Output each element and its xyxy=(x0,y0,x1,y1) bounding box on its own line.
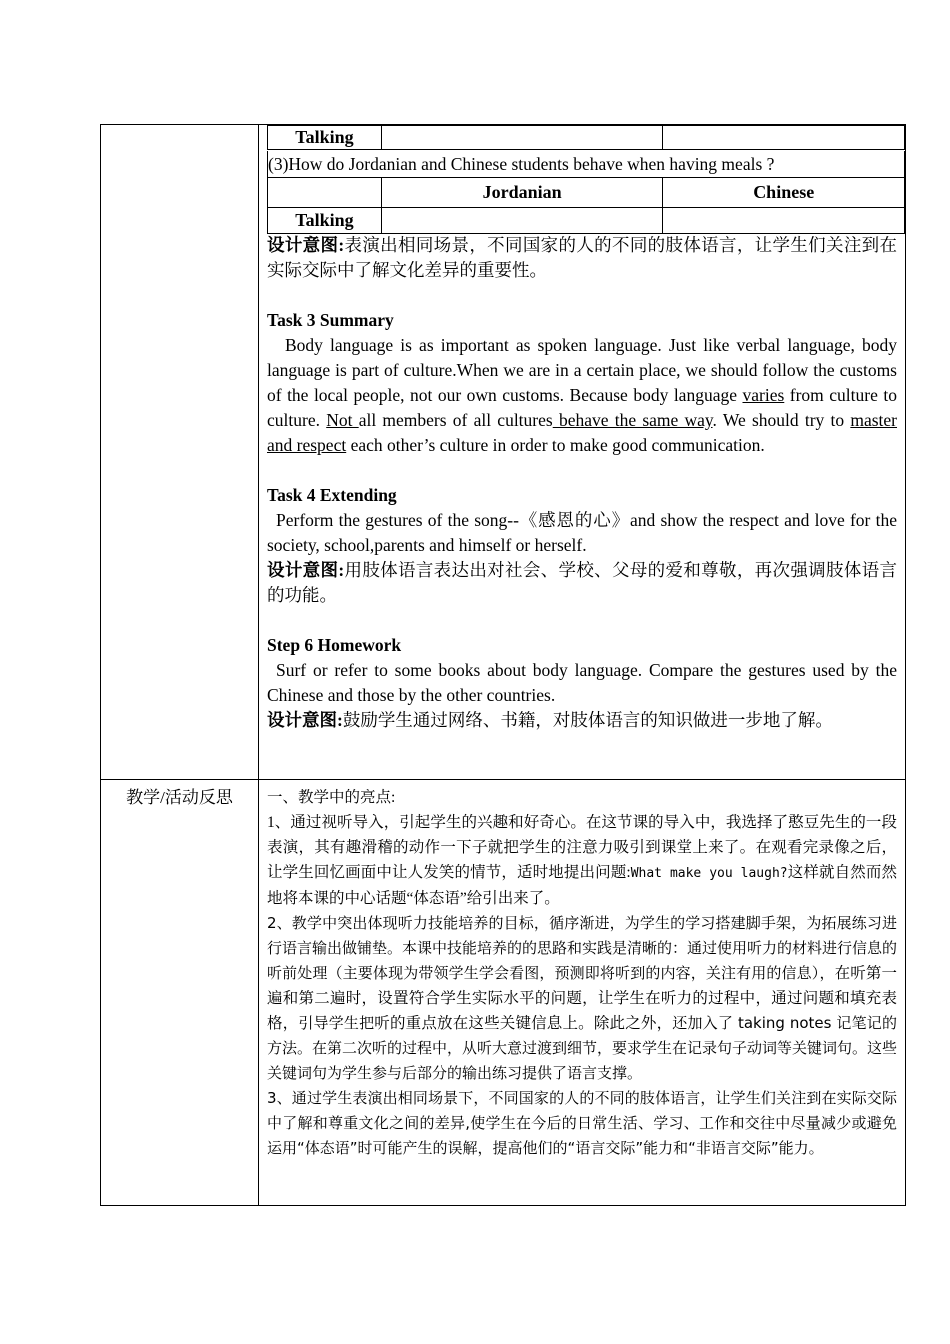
row-divider xyxy=(101,779,905,780)
step6-title: Step 6 Homework xyxy=(267,635,402,655)
step6-text: Surf or refer to some books about body language. Compare the gestures used by the Chinese and those by the other countries. xyxy=(267,660,897,705)
lesson-plan-table xyxy=(100,124,906,1206)
empty-cell xyxy=(268,178,382,208)
task4-title: Task 4 Extending xyxy=(267,485,397,505)
reflection-point-1: 1、通过视听导入，引起学生的兴趣和好奇心。在这节课的导入中，我选择了憨豆先生的一段表演，其有趣滑稽的动作一下子就把学生的注意力吸引到课堂上来了。在观看完录像之后，让学生回忆画面中让人发笑的情节，适时地提出问题:What make you laugh?这样就自然而然地将本课的中心话题“体态语”给引出来了。 xyxy=(267,814,897,907)
intent-text: 表演出相同场景，不同国家的人的不同的肢体语言，让学生们关注到在实际交际中了解文化差异的重要性。 xyxy=(267,235,898,280)
reflection-label: 教学/活动反思 xyxy=(126,788,233,807)
behavior-table-top xyxy=(267,125,905,150)
col-chinese: Chinese xyxy=(663,178,905,208)
design-intent-1 xyxy=(267,233,897,283)
task4-text: Perform the gestures of the song--《感恩的心》and show the respect and love for the society, school,parents and himself or herself. xyxy=(267,510,897,555)
lesson-content xyxy=(267,233,897,733)
talking-label-2: Talking xyxy=(268,208,382,234)
talking-label-1: Talking xyxy=(268,126,382,150)
column-divider xyxy=(258,125,259,1205)
empty-cell xyxy=(381,126,663,150)
task3-summary: Body language is as important as spoken language. Just like verbal language, body language is part of culture.When we are in a certain place, we should follow the customs of the local people, not our own customs. Because body language varies from culture to culture. Not all members of all cultures behave the same way. We should try to master and respect each other’s culture in order to make good communication. xyxy=(267,335,898,455)
design-intent-2: 设计意图:用肢体语言表达出对社会、学校、父母的爱和尊敬，再次强调肢体语言的功能。 xyxy=(267,560,898,605)
question-3: (3)How do Jordanian and Chinese students behave when having meals ? xyxy=(267,151,905,177)
design-intent-3: 设计意图:鼓励学生通过网络、书籍，对肢体语言的知识做进一步地了解。 xyxy=(267,710,833,730)
empty-cell xyxy=(381,208,663,234)
empty-cell xyxy=(663,208,905,234)
col-jordanian: Jordanian xyxy=(381,178,663,208)
reflection-point-2: 2、教学中突出体现听力技能培养的目标，循序渐进，为学生的学习搭建脚手架，为拓展练习进行语言输出做铺垫。本课中技能培养的的思路和实践是清晰的：通过使用听力的材料进行信息的听前处理（主要体现为带领学生学会看图，预测即将听到的内容，关注有用的信息），在听第一遍和第二遍时，设置符合学生实际水平的问题，让学生在听力的过程中，通过问题和填充表格，引导学生把听的重点放在这些关键信息上。除此之外，还加入了 taking notes 记笔记的方法。在第二次听的过程中，从听大意过渡到细节，要求学生在记录句子动词等关键词句。这些关键词句为学生参与后部分的输出练习提供了语言支撑。 xyxy=(267,914,898,1082)
empty-cell xyxy=(663,126,905,150)
task3-title: Task 3 Summary xyxy=(267,310,394,330)
intent-label: 设计意图: xyxy=(267,235,345,255)
behavior-table-meals xyxy=(267,177,905,234)
reflection-content xyxy=(267,785,897,1161)
reflection-point-3: 3、通过学生表演出相同场景下，不同国家的人的不同的肢体语言，让学生们关注到在实际交际中了解和尊重文化之间的差异,使学生在今后的日常生活、学习、工作和交往中尽量减少或避免运用“体态语”时可能产生的误解，提高他们的“语言交际”能力和“非语言交际”能力。 xyxy=(267,1089,897,1157)
reflection-heading: 一、教学中的亮点: xyxy=(267,789,396,806)
